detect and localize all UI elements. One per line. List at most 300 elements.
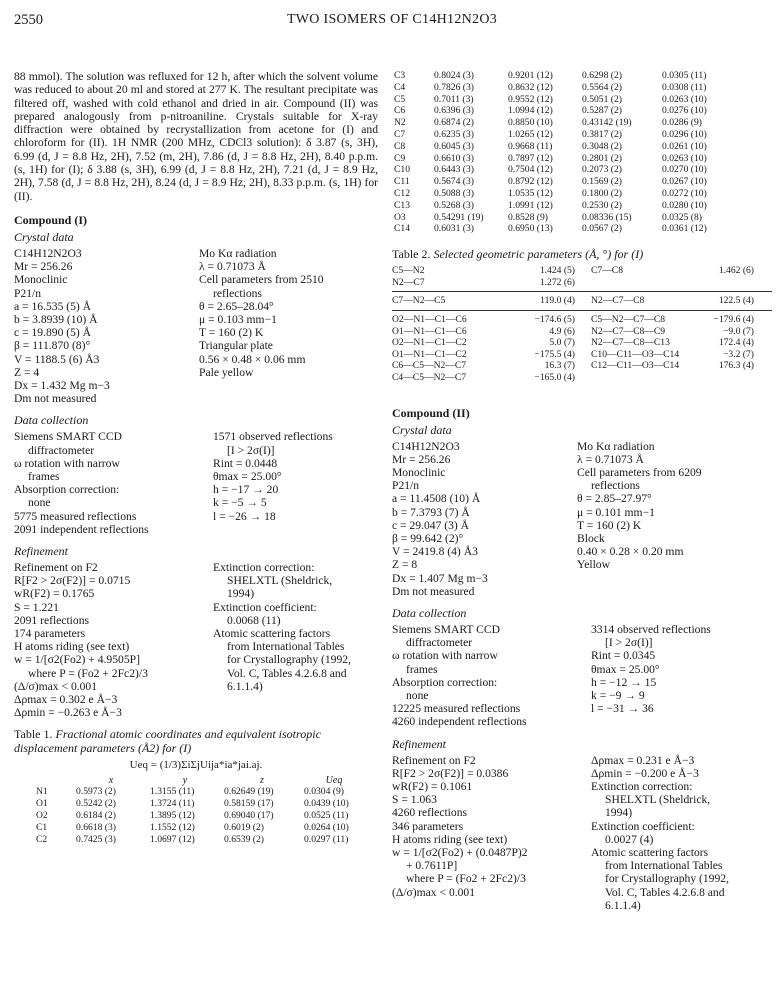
atom-label: O3 bbox=[394, 211, 406, 223]
kv-row bbox=[392, 676, 711, 689]
kv-left-cell: 346 parameters bbox=[392, 819, 464, 833]
kv-left-cell: w = 1/[σ2(Fo2) + 4.9505P] bbox=[14, 653, 140, 667]
kv-row bbox=[392, 623, 711, 636]
atom-label: C5 bbox=[394, 93, 406, 105]
kv-right-cell: T = 160 (2) K bbox=[199, 326, 264, 340]
kv-right-cell: from International Tables bbox=[605, 859, 723, 873]
kv-row bbox=[14, 587, 351, 600]
geom-value: 5.0 (7) bbox=[549, 337, 575, 349]
coord-value: 0.5051 (2) bbox=[582, 93, 622, 105]
kv-right-cell: Δρmin = −0.200 e Å−3 bbox=[591, 766, 699, 780]
table1-caption bbox=[14, 727, 378, 755]
coord-value: 0.0439 (10) bbox=[304, 798, 349, 810]
kv-left-cell: Absorption correction: bbox=[392, 675, 498, 689]
kv-right-cell: h = −12 → 15 bbox=[591, 675, 657, 689]
table1-right bbox=[392, 70, 724, 235]
kv-left-cell: P21/n bbox=[392, 479, 420, 493]
kv-row bbox=[14, 430, 333, 443]
geom-value: 1.272 (6) bbox=[539, 276, 575, 288]
kv-row bbox=[14, 601, 351, 614]
intro-paragraph: 88 mmol). The solution was refluxed for 12 h, after which the solvent volume was reduced to about 20 ml and stored at 277 K. The resultant precipitate was filtered off, washed with cold ethanol and dried in air. Compound (II) was prepared analogously from p-nitroaniline. Crystals suitable for X-ray diffraction were obtained by recrystallization from acetone for (I) and chloroform for (II). 1H NMR (200 MHz, CDCl3 solution): δ 3.87 (s, 3H), 6.99 (d, J = 8.8 Hz, 2H), 7.52 (m, 2H), 7.86 (d, J = 8.8 Hz, 2H), 8.40 p.p.m. (s, 1H) for (I); δ 3.88 (s, 3H), 6.99 (d, J = 8.8 Hz, 2H), 7.21 (d, J = 8.9 Hz, 2H), 7.58 (d, J = 8.8 Hz, 2H), 8.24 (d, J = 8.9 Hz, 2H), 8.33 p.p.m. (s, 1H) for (II). bbox=[14, 70, 378, 203]
table1-row bbox=[34, 798, 366, 810]
kv-row bbox=[14, 667, 351, 680]
atom-label: C6 bbox=[394, 105, 406, 117]
kv-right-cell: Cell parameters from 6209 bbox=[577, 465, 702, 479]
table1-row bbox=[392, 153, 724, 165]
kv-row bbox=[14, 260, 324, 273]
kv-right-cell: Atomic scattering factors bbox=[213, 627, 331, 641]
coord-value: 0.8850 (10) bbox=[508, 117, 553, 129]
kv-row bbox=[392, 479, 702, 492]
kv-right-cell: μ = 0.101 mm−1 bbox=[577, 505, 655, 519]
running-title: TWO ISOMERS OF C14H12N2O3 bbox=[286, 12, 498, 27]
kv-right-cell: 6.1.1.4) bbox=[227, 679, 263, 693]
atom-label: C8 bbox=[394, 140, 406, 152]
coord-value: 0.0276 (10) bbox=[662, 105, 707, 117]
coord-value: 0.0263 (10) bbox=[662, 152, 707, 164]
geom-param: C7—N2—C5 bbox=[392, 295, 446, 307]
geom-value: −9.0 (7) bbox=[723, 325, 754, 337]
kv-left-cell: 4260 independent reflections bbox=[392, 715, 527, 729]
kv-left-cell: S = 1.221 bbox=[14, 600, 59, 614]
geom-value: −165.0 (4) bbox=[534, 371, 575, 383]
coord-value: 0.3048 (2) bbox=[582, 140, 622, 152]
coord-value: 0.5088 (3) bbox=[434, 187, 474, 199]
atom-label: C13 bbox=[394, 199, 410, 211]
kv-right-cell: Rint = 0.0448 bbox=[213, 456, 278, 470]
kv-left-cell: ω rotation with narrow bbox=[392, 649, 498, 663]
coord-value: 0.2801 (2) bbox=[582, 152, 622, 164]
coord-value: 0.58159 (17) bbox=[224, 798, 274, 810]
kv-right-cell: k = −9 → 9 bbox=[591, 688, 645, 702]
kv-left-cell: Monoclinic bbox=[14, 273, 68, 287]
kv-row bbox=[392, 806, 729, 819]
atom-label: C2 bbox=[36, 833, 48, 845]
kv-left-cell: wR(F2) = 0.1765 bbox=[14, 587, 95, 601]
kv-left-cell: Mr = 256.26 bbox=[392, 452, 451, 466]
table2-row bbox=[392, 337, 757, 349]
kv-row bbox=[392, 793, 729, 806]
coord-value: 0.69040 (17) bbox=[224, 810, 274, 822]
kv-row bbox=[14, 313, 324, 326]
kv-row bbox=[14, 470, 333, 483]
geom-value: 172.4 (4) bbox=[718, 337, 754, 349]
coord-value: 0.0297 (11) bbox=[304, 833, 349, 845]
kv-right-cell: Yellow bbox=[577, 558, 610, 572]
table1-row bbox=[392, 164, 724, 176]
compound2-crystal-data-label: Crystal data bbox=[392, 422, 452, 437]
table1-row bbox=[392, 94, 724, 106]
coord-value: 0.1800 (2) bbox=[582, 187, 622, 199]
kv-right-cell: Mo Kα radiation bbox=[577, 439, 655, 453]
kv-row bbox=[392, 649, 711, 662]
table1-ueq-formula: Ueq = (1/3)ΣiΣjUija*ia*jai.aj. bbox=[129, 759, 263, 772]
coord-value: 0.0325 (8) bbox=[662, 211, 702, 223]
kv-right-cell: 0.0027 (4) bbox=[605, 832, 654, 846]
kv-row bbox=[14, 693, 351, 706]
coord-value: 0.6396 (3) bbox=[434, 105, 474, 117]
table1-column-header: y bbox=[182, 775, 188, 787]
kv-right-cell: 0.56 × 0.48 × 0.06 mm bbox=[199, 352, 306, 366]
kv-row bbox=[392, 532, 702, 545]
table1-row bbox=[392, 200, 724, 212]
atom-label: O1 bbox=[36, 798, 48, 810]
table1-row bbox=[392, 188, 724, 200]
geom-param bbox=[591, 372, 694, 384]
kv-left-cell: none bbox=[406, 688, 429, 702]
kv-row bbox=[392, 702, 711, 715]
kv-right-cell: 1994) bbox=[605, 806, 633, 820]
compound2-data-collection-label: Data collection bbox=[392, 605, 467, 620]
kv-row bbox=[14, 366, 324, 379]
kv-right-cell: T = 160 (2) K bbox=[577, 518, 642, 532]
kv-row bbox=[392, 899, 729, 912]
kv-right-cell: Cell parameters from 2510 bbox=[199, 273, 324, 287]
kv-row bbox=[392, 715, 711, 728]
table2-row bbox=[392, 277, 757, 289]
kv-right-cell: l = −31 → 36 bbox=[591, 702, 654, 716]
coord-value: 0.0286 (9) bbox=[662, 117, 702, 129]
coord-value: 0.0261 (10) bbox=[662, 140, 707, 152]
geom-value: −174.6 (5) bbox=[534, 313, 575, 325]
table2-bonds bbox=[392, 265, 757, 288]
kv-right-cell: θ = 2.65–28.04° bbox=[199, 299, 274, 313]
atom-label: C3 bbox=[394, 70, 406, 81]
kv-row bbox=[392, 820, 729, 833]
coord-value: 1.3895 (12) bbox=[150, 810, 195, 822]
table1-row bbox=[34, 834, 366, 846]
kv-right-cell: Extinction coefficient: bbox=[591, 819, 695, 833]
kv-row bbox=[392, 636, 711, 649]
coord-value: 0.0267 (10) bbox=[662, 176, 707, 188]
table2-angle bbox=[392, 295, 757, 307]
table1-header-row bbox=[34, 775, 366, 786]
coord-value: 0.7504 (12) bbox=[508, 164, 553, 176]
table2-row bbox=[392, 372, 757, 384]
kv-row bbox=[14, 353, 324, 366]
atom-label: C12 bbox=[394, 187, 410, 199]
coord-value: 0.5564 (2) bbox=[582, 81, 622, 93]
compound1-data-collection bbox=[14, 430, 333, 536]
kv-left-cell: V = 1188.5 (6) Å3 bbox=[14, 352, 100, 366]
kv-left-cell: (Δ/σ)max < 0.001 bbox=[392, 885, 476, 899]
geom-value: 122.5 (4) bbox=[718, 295, 754, 307]
kv-left-cell: frames bbox=[28, 470, 60, 484]
kv-right-cell bbox=[577, 572, 702, 585]
kv-right-cell bbox=[213, 706, 351, 719]
kv-left-cell: P21/n bbox=[14, 286, 42, 300]
kv-left-cell: a = 11.4508 (10) Å bbox=[392, 492, 481, 506]
geom-param: C10—C11—O3—C14 bbox=[591, 348, 680, 360]
kv-left-cell: a = 16.535 (5) Å bbox=[14, 299, 92, 313]
kv-left-cell: 174 parameters bbox=[14, 627, 86, 641]
geom-value: 1.424 (5) bbox=[539, 265, 575, 277]
coord-value: 0.08336 (15) bbox=[582, 211, 632, 223]
kv-row bbox=[392, 886, 729, 899]
kv-left-cell: where P = (Fo2 + 2Fc2)/3 bbox=[406, 872, 526, 886]
compound1-heading: Compound (I) bbox=[14, 212, 88, 227]
kv-left-cell: Dx = 1.432 Mg m−3 bbox=[14, 379, 110, 392]
kv-left-cell: β = 99.642 (2)° bbox=[392, 531, 464, 545]
kv-left-cell: + 0.7611P] bbox=[406, 859, 458, 873]
kv-right-cell: Δρmax = 0.231 e Å−3 bbox=[591, 753, 695, 767]
coord-value: 0.0280 (10) bbox=[662, 199, 707, 211]
coord-value: 0.2530 (2) bbox=[582, 199, 622, 211]
geom-value: 16.3 (7) bbox=[544, 360, 575, 372]
kv-row bbox=[392, 780, 729, 793]
kv-left-cell: c = 19.890 (5) Å bbox=[14, 326, 92, 340]
coord-value: 0.6019 (2) bbox=[224, 821, 264, 833]
kv-right-cell: Block bbox=[577, 531, 605, 545]
table1-column-header: z bbox=[260, 775, 264, 787]
kv-left-cell: Δρmin = −0.263 e Å−3 bbox=[14, 706, 122, 720]
geom-value: 4.9 (6) bbox=[549, 325, 575, 337]
table2-row bbox=[392, 349, 757, 361]
kv-right-cell: Vol. C, Tables 4.2.6.8 and bbox=[227, 666, 347, 680]
kv-right-cell bbox=[577, 585, 702, 598]
kv-right-cell: μ = 0.103 mm−1 bbox=[199, 312, 277, 326]
atom-label: C11 bbox=[394, 176, 410, 188]
geom-param: O2—N1—C1—C6 bbox=[392, 313, 467, 325]
kv-right-cell: θ = 2.85–27.97° bbox=[577, 492, 652, 506]
compound1-refinement-label: Refinement bbox=[14, 544, 68, 559]
kv-row bbox=[14, 483, 333, 496]
table1-caption-text: Fractional atomic coordinates and equivalent isotropic displacement parameters (Å2) for (I) bbox=[14, 727, 321, 756]
kv-left-cell: frames bbox=[406, 662, 438, 676]
coord-value: 0.8632 (12) bbox=[508, 81, 553, 93]
coord-value: 0.0308 (11) bbox=[662, 81, 707, 93]
coord-value: 0.9668 (11) bbox=[508, 140, 553, 152]
kv-right-cell: Mo Kα radiation bbox=[199, 246, 277, 260]
kv-row bbox=[14, 640, 351, 653]
kv-row bbox=[392, 859, 729, 872]
kv-left-cell: β = 111.870 (8)° bbox=[14, 339, 91, 353]
kv-row bbox=[14, 444, 333, 457]
kv-right-cell: 6.1.1.4) bbox=[605, 898, 641, 912]
compound1-crystal-data-label: Crystal data bbox=[14, 229, 74, 244]
kv-right-cell bbox=[199, 392, 324, 405]
kv-row bbox=[392, 492, 702, 505]
kv-left-cell: Mr = 256.26 bbox=[14, 260, 73, 274]
kv-right-cell: from International Tables bbox=[227, 640, 345, 654]
kv-right-cell: 1994) bbox=[227, 587, 255, 601]
geom-param bbox=[591, 277, 694, 289]
geom-param: N2—C7—C8—C13 bbox=[591, 337, 670, 349]
table1-row bbox=[392, 70, 724, 82]
geom-param: O1—N1—C1—C2 bbox=[392, 348, 467, 360]
kv-left-cell: Absorption correction: bbox=[14, 483, 120, 497]
kv-row bbox=[392, 754, 729, 767]
coord-value: 0.5242 (2) bbox=[76, 798, 116, 810]
coord-value: 0.9552 (12) bbox=[508, 93, 553, 105]
coord-value: 0.43142 (19) bbox=[582, 117, 632, 129]
kv-left-cell: C14H12N2O3 bbox=[14, 246, 82, 260]
kv-left-cell: c = 29.047 (3) Å bbox=[392, 518, 470, 532]
kv-right-cell: θmax = 25.00° bbox=[213, 470, 282, 484]
kv-right-cell: Extinction coefficient: bbox=[213, 600, 317, 614]
kv-right-cell: SHELXTL (Sheldrick, bbox=[605, 793, 711, 807]
kv-right-cell: l = −26 → 18 bbox=[213, 509, 276, 523]
coord-value: 0.0305 (11) bbox=[662, 70, 707, 81]
coord-value: 0.7826 (3) bbox=[434, 81, 474, 93]
kv-row bbox=[14, 614, 351, 627]
coord-value: 0.54291 (19) bbox=[434, 211, 484, 223]
kv-left-cell: b = 7.3793 (7) Å bbox=[392, 505, 470, 519]
atom-label: C7 bbox=[394, 128, 406, 140]
coord-value: 0.1569 (2) bbox=[582, 176, 622, 188]
kv-left-cell: S = 1.063 bbox=[392, 793, 437, 807]
coord-value: 0.5287 (2) bbox=[582, 105, 622, 117]
kv-right-cell: Triangular plate bbox=[199, 339, 273, 353]
coord-value: 1.0697 (12) bbox=[150, 833, 195, 845]
table1-row bbox=[392, 129, 724, 141]
coord-value: 0.6184 (2) bbox=[76, 810, 116, 822]
geom-value: 119.0 (4) bbox=[540, 295, 575, 307]
compound2-heading: Compound (II) bbox=[392, 405, 470, 420]
coord-value: 0.62649 (19) bbox=[224, 786, 274, 798]
kv-row bbox=[392, 453, 702, 466]
kv-right-cell: 0.0068 (11) bbox=[227, 613, 281, 627]
coord-value: 0.2073 (2) bbox=[582, 164, 622, 176]
geom-value: −3.2 (7) bbox=[723, 348, 754, 360]
atom-label: C14 bbox=[394, 223, 410, 235]
geom-param: N2—C7—C8 bbox=[591, 295, 645, 307]
kv-left-cell: R[F2 > 2σ(F2)] = 0.0715 bbox=[14, 574, 131, 588]
kv-left-cell: Monoclinic bbox=[392, 465, 446, 479]
kv-row bbox=[14, 653, 351, 666]
coord-value: 0.0304 (9) bbox=[304, 786, 344, 798]
kv-row bbox=[14, 287, 324, 300]
table2-rule-2 bbox=[392, 310, 772, 311]
kv-row bbox=[392, 545, 702, 558]
coord-value: 0.6950 (13) bbox=[508, 223, 553, 235]
geom-value bbox=[694, 372, 757, 384]
kv-row bbox=[392, 767, 729, 780]
kv-right-cell bbox=[591, 715, 711, 728]
kv-row bbox=[14, 247, 324, 260]
coord-value: 0.8528 (9) bbox=[508, 211, 548, 223]
table2-caption bbox=[392, 247, 772, 261]
kv-right-cell: [I > 2σ(I)] bbox=[605, 636, 653, 650]
kv-row bbox=[14, 627, 351, 640]
coord-value: 0.7425 (3) bbox=[76, 833, 116, 845]
compound2-data-collection bbox=[392, 623, 711, 729]
kv-right-cell: λ = 0.71073 Å bbox=[577, 452, 644, 466]
coord-value: 0.7897 (12) bbox=[508, 152, 553, 164]
geom-param: O2—N1—C1—C2 bbox=[392, 337, 467, 349]
compound2-refinement-label: Refinement bbox=[392, 736, 446, 751]
kv-row bbox=[392, 846, 729, 859]
table2-row bbox=[392, 265, 757, 277]
table1-left bbox=[34, 775, 366, 845]
kv-left-cell: Refinement on F2 bbox=[392, 753, 476, 767]
kv-row bbox=[14, 326, 324, 339]
kv-right-cell: SHELXTL (Sheldrick, bbox=[227, 574, 333, 588]
kv-row bbox=[14, 706, 351, 719]
compound1-crystal-data bbox=[14, 247, 324, 405]
kv-right-cell bbox=[213, 693, 351, 706]
kv-right-cell: h = −17 → 20 bbox=[213, 483, 279, 497]
atom-label: N1 bbox=[36, 786, 48, 798]
coord-value: 0.8792 (12) bbox=[508, 176, 553, 188]
kv-right-cell bbox=[199, 379, 324, 392]
geom-param: N2—C7 bbox=[392, 276, 425, 288]
coord-value: 0.3817 (2) bbox=[582, 128, 622, 140]
kv-left-cell: Siemens SMART CCD bbox=[14, 430, 122, 444]
atom-label: C9 bbox=[394, 152, 406, 164]
kv-right-cell: 0.40 × 0.28 × 0.20 mm bbox=[577, 545, 684, 559]
kv-left-cell: Refinement on F2 bbox=[14, 561, 98, 575]
geom-param: C4—C5—N2—C7 bbox=[392, 371, 467, 383]
geom-param: C7—C8 bbox=[591, 265, 623, 277]
table2-row bbox=[392, 360, 757, 372]
kv-row bbox=[392, 519, 702, 532]
kv-row bbox=[14, 523, 333, 536]
kv-right-cell: Pale yellow bbox=[199, 365, 254, 379]
page-header bbox=[14, 12, 770, 34]
coord-value: 0.0263 (10) bbox=[662, 93, 707, 105]
coord-value: 0.0525 (11) bbox=[304, 810, 349, 822]
kv-left-cell: Dm not measured bbox=[392, 584, 475, 598]
kv-row bbox=[392, 572, 702, 585]
coord-value: 0.0567 (2) bbox=[582, 223, 622, 235]
kv-left-cell: H atoms riding (see text) bbox=[392, 832, 508, 846]
table1-column-header: Ueq bbox=[325, 775, 343, 787]
coord-value: 0.5973 (2) bbox=[76, 786, 116, 798]
geom-param: C6—C5—N2—C7 bbox=[392, 360, 467, 372]
table1-row bbox=[392, 105, 724, 117]
kv-left-cell: 12225 measured reflections bbox=[392, 702, 521, 716]
kv-row bbox=[14, 300, 324, 313]
coord-value: 0.7011 (3) bbox=[434, 93, 474, 105]
table2-row bbox=[392, 295, 757, 307]
kv-left-cell: Z = 4 bbox=[14, 365, 40, 379]
coord-value: 1.0535 (12) bbox=[508, 187, 553, 199]
kv-left-cell: diffractometer bbox=[406, 636, 473, 650]
kv-right-cell: for Crystallography (1992, bbox=[227, 653, 351, 667]
table1-row bbox=[392, 117, 724, 129]
coord-value: 0.0264 (10) bbox=[304, 821, 349, 833]
kv-left-cell: w = 1/[σ2(Fo2) + (0.0487P)2 bbox=[392, 845, 528, 859]
geom-value: 176.3 (4) bbox=[718, 360, 754, 372]
kv-row bbox=[14, 379, 324, 392]
compound1-data-collection-label: Data collection bbox=[14, 413, 89, 428]
kv-left-cell: 2091 independent reflections bbox=[14, 522, 149, 536]
kv-right-cell: for Crystallography (1992, bbox=[605, 872, 729, 886]
right-column bbox=[392, 70, 772, 912]
kv-left-cell: ω rotation with narrow bbox=[14, 456, 120, 470]
kv-right-cell: θmax = 25.00° bbox=[591, 662, 660, 676]
page-number: 2550 bbox=[14, 12, 43, 28]
coord-value: 1.3724 (11) bbox=[150, 798, 195, 810]
coord-value: 0.6235 (3) bbox=[434, 128, 474, 140]
kv-left-cell: C14H12N2O3 bbox=[392, 439, 460, 453]
table1-row bbox=[392, 223, 724, 235]
coord-value: 0.5674 (3) bbox=[434, 176, 474, 188]
kv-row bbox=[392, 872, 729, 885]
table1-row bbox=[34, 786, 366, 798]
kv-left-cell: diffractometer bbox=[28, 443, 95, 457]
kv-right-cell bbox=[213, 523, 333, 536]
geom-param: C12—C11—O3—C14 bbox=[591, 360, 680, 372]
coord-value: 0.6298 (2) bbox=[582, 70, 622, 81]
kv-left-cell: Siemens SMART CCD bbox=[392, 622, 500, 636]
kv-right-cell: [I > 2σ(I)] bbox=[227, 443, 275, 457]
kv-left-cell: Z = 8 bbox=[392, 558, 418, 572]
coord-value: 1.0265 (12) bbox=[508, 128, 553, 140]
kv-row bbox=[14, 680, 351, 693]
kv-left-cell: b = 3.8939 (10) Å bbox=[14, 312, 98, 326]
